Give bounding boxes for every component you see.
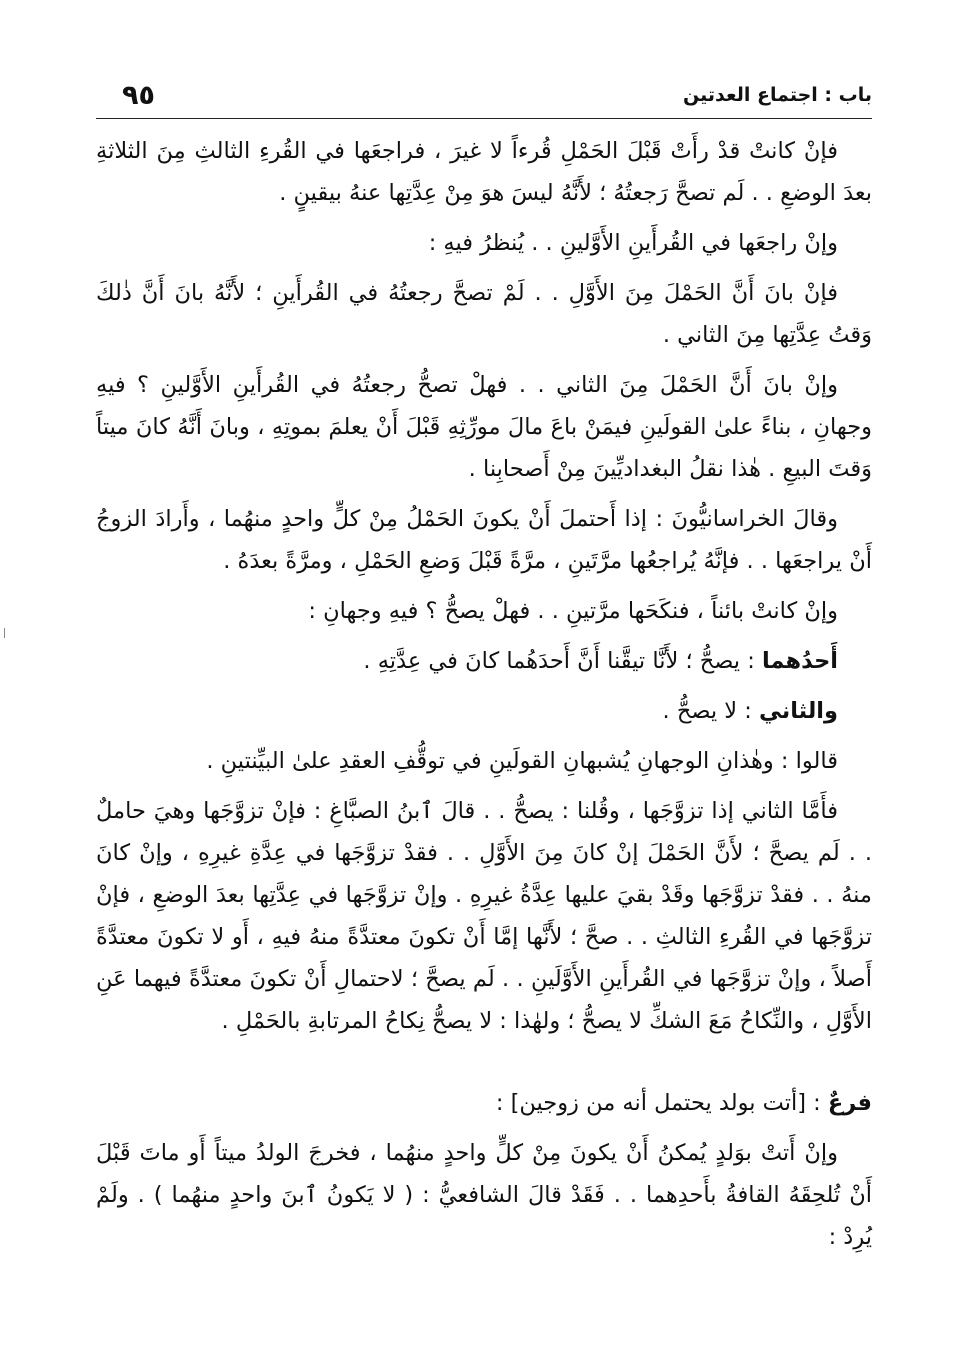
paragraph: قالوا : وهٰذانِ الوجهانِ يُشبهانِ القولَينِ في توقُّفِ العقدِ علىٰ البيِّنتينِ . bbox=[206, 748, 838, 774]
section-heading bbox=[96, 1082, 872, 1124]
paragraph-lead: أَحدُهما bbox=[761, 648, 838, 674]
page-header bbox=[96, 80, 872, 114]
paragraph: وإنْ أَتتْ بوَلدٍ يُمكنُ أَنْ يكونَ مِنْ كلٍّ واحدٍ منهُما ، فخرجَ الولدُ ميتاً أَو ماتَ قَبْلَ أَنْ تُلحِقَهُ القافةُ بأَحدِهما . . فَقَدْ قالَ الشافعيُّ : ( لا يَكونُ ٱبنَ واحدٍ منهُما ) . ولَمْ يُرِدْ : bbox=[96, 1140, 872, 1250]
header-rule bbox=[96, 118, 872, 119]
body-text bbox=[96, 130, 872, 1258]
paragraph: فإنْ كانتْ قدْ رأَتْ قَبْلَ الحَمْلِ قُرءاً لا غيرَ ، فراجعَها في القُرءِ الثالثِ مِنَ الثلاثةِ بعدَ الوضعِ . . لَم تصحَّ رَجعتُهُ ؛ لأَنَّهُ ليسَ هوَ مِنْ عِدَّتِها عنهُ بيقينٍ . bbox=[96, 138, 872, 206]
paragraph-lead: والثاني bbox=[759, 698, 838, 724]
section-lead: فرعٌ bbox=[827, 1090, 872, 1116]
paragraph-text: : لا يصحُّ . bbox=[662, 698, 759, 724]
section-title: : [أتت بولد يحتمل أنه من زوجين] : bbox=[495, 1090, 828, 1116]
paragraph bbox=[96, 640, 872, 682]
paragraph bbox=[96, 690, 872, 732]
paragraph: وقالَ الخراسانيُّونَ : إذا أَحتملَ أَنْ يكونَ الحَمْلُ مِنْ كلٍّ واحدٍ منهُما ، وأَرادَ الزوجُ أَنْ يراجعَها . . فإنَّهُ يُراجعُها مرَّتَينِ ، مرَّةً قَبْلَ وَضعِ الحَمْلِ ، ومرَّةً بعدَهُ . bbox=[96, 506, 872, 574]
paragraph: فأَمَّا الثاني إذا تزوَّجَها ، وقُلنا : يصحُّ . . قالَ ٱبنُ الصبَّاغِ : فإنْ تزوَّجَها وهيَ حاملٌ . . لَم يصحَّ ؛ لأَنَّ الحَمْلَ إنْ كانَ مِنَ الأَوَّلِ . . فقدْ تزوَّجَها في عِدَّةِ غيرِهِ ، وإنْ كانَ منهُ . . فقدْ تزوَّجَها وقَدْ بقيَ عليها عِدَّةُ غيرِهِ . وإنْ تزوَّجَها في عِدَّتِها بعدَ الوضعِ ، فإنْ تزوَّجَها في القُرءِ الثالثِ . . صحَّ ؛ لأَنَّها إمَّا أَنْ تكونَ معتدَّةً منهُ فيهِ ، أَو لا تكونَ معتدَّةً أَصلاً ، وإنْ تزوَّجَها في القُرأَينِ الأَوَّلَينِ . . لَم يصحَّ ؛ لاحتمالِ أَنْ تكونَ معتدَّةً فيهما عَنِ الأَوَّلِ ، والنِّكاحُ مَعَ الشكِّ لا يصحُّ ؛ ولهٰذا : لا يصحُّ نِكاحُ المرتابةِ بالحَمْلِ . bbox=[96, 798, 872, 1034]
paragraph: وإنْ كانتْ بائناً ، فنكَحَها مرَّتينِ . . فهلْ يصحُّ ؟ فيهِ وجهانِ : bbox=[308, 598, 838, 624]
paragraph: وإنْ بانَ أَنَّ الحَمْلَ مِنَ الثاني . . فهلْ تصحُّ رجعتُهُ في القُرأَينِ الأَوَّلينِ ؟ فيهِ وجهانِ ، بناءً علىٰ القولَينِ فيمَنْ باعَ مالَ مورِّثِهِ قَبْلَ أَنْ يعلمَ بموتِهِ ، وبانَ أَنَّهُ كانَ ميتاً وَقتَ البيعِ . هٰذا نقلُ البغداديِّينَ مِنْ أَصحابِنا . bbox=[96, 372, 872, 482]
paragraph-text: : يصحُّ ؛ لأَنَّا تيقَّنا أَنَّ أَحدَهُما كانَ في عِدَّتِهِ . bbox=[363, 648, 762, 674]
paragraph: فإنْ بانَ أَنَّ الحَمْلَ مِنَ الأَوَّلِ . . لَمْ تصحَّ رجعتُهُ في القُرأَينِ ؛ لأَنَّهُ بانَ أَنَّ ذٰلكَ وَقتُ عِدَّتِها مِنَ الثاني . bbox=[96, 280, 872, 348]
paragraph: وإنْ راجعَها في القُرأَينِ الأَوَّلينِ . . يُنظرُ فيهِ : bbox=[428, 230, 838, 256]
margin-mark bbox=[4, 628, 5, 638]
chapter-title: باب : اجتماع العدتين bbox=[683, 84, 872, 106]
page-number: ٩٥ bbox=[122, 80, 155, 111]
